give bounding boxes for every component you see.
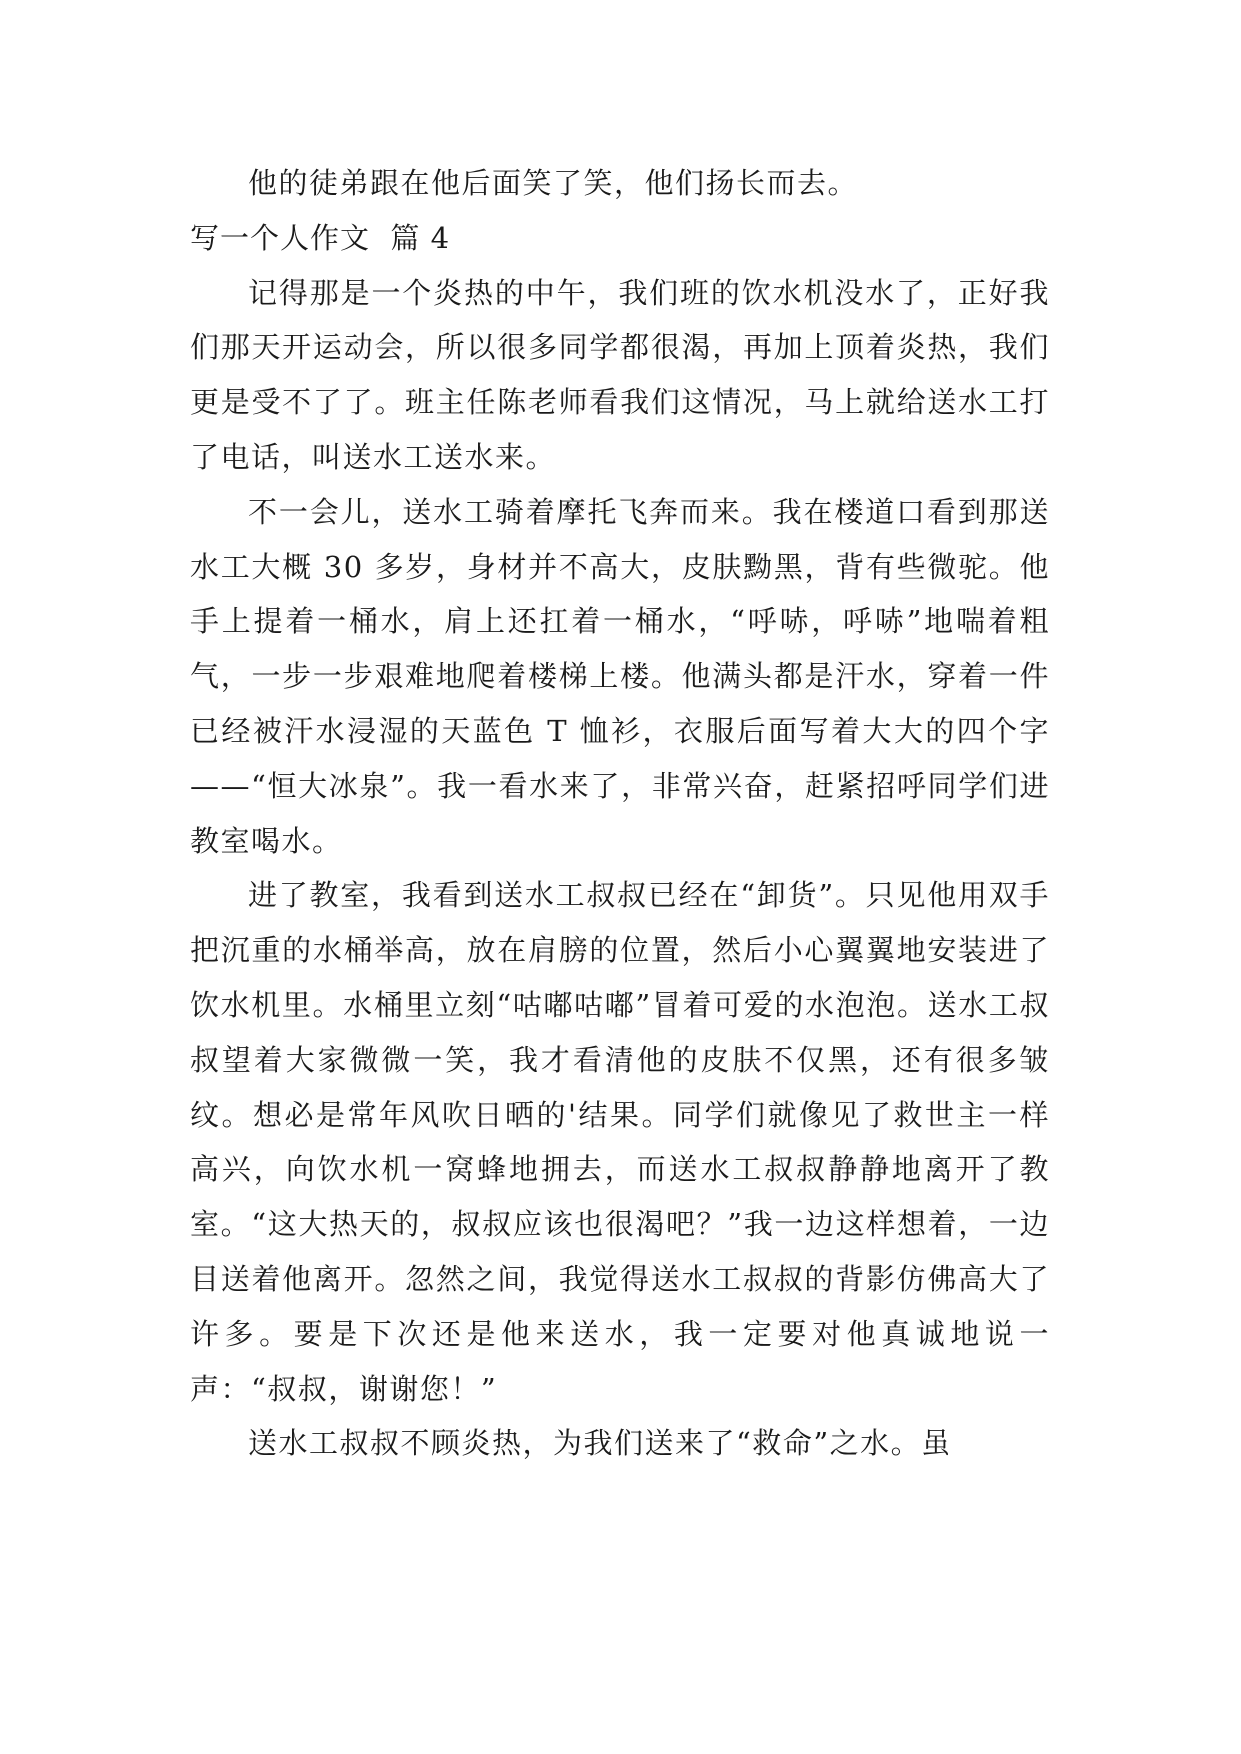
paragraph-1: 记得那是一个炎热的中午，我们班的饮水机没水了，正好我们那天开运动会，所以很多同学都很渴，再加上顶着炎热，我们更是受不了了。班主任陈老师看我们这情况，马上就给送水工打了电话，叫送水工送水来。	[190, 275, 1050, 474]
paragraph-closing-line: 他的徒弟跟在他后面笑了笑，他们扬长而去。	[248, 166, 859, 200]
document-body	[190, 156, 1050, 1471]
paragraph-2: 不一会儿，送水工骑着摩托飞奔而来。我在楼道口看到那送水工大概 30 多岁，身材并不高大，皮肤黝黑，背有些微驼。他手上提着一桶水，肩上还扛着一桶水，“呼哧，呼哧”地喘着粗气，一步一步艰难地爬着楼梯上楼。他满头都是汗水，穿着一件已经被汗水浸湿的天蓝色 T 恤衫，衣服后面写着大大的四个字——“恒大冰泉”。我一看水来了，非常兴奋，赶紧招呼同学们进教室喝水。	[190, 494, 1050, 858]
section-heading: 写一个人作文 篇 4	[190, 220, 451, 255]
paragraph-3: 进了教室，我看到送水工叔叔已经在“卸货”。只见他用双手把沉重的水桶举高，放在肩膀的位置，然后小心翼翼地安装进了饮水机里。水桶里立刻“咕嘟咕嘟”冒着可爱的水泡泡。送水工叔叔望着大家微微一笑，我才看清他的皮肤不仅黑，还有很多皱纹。想必是常年风吹日晒的'结果。同学们就像见了救世主一样高兴，向饮水机一窝蜂地拥去，而送水工叔叔静静地离开了教室。“这大热天的，叔叔应该也很渴吧？”我一边这样想着，一边目送着他离开。忽然之间，我觉得送水工叔叔的背影仿佛高大了许多。要是下次还是他来送水，我一定要对他真诚地说一声：“叔叔，谢谢您！”	[190, 878, 1050, 1406]
paragraph-4: 送水工叔叔不顾炎热，为我们送来了“救命”之水。虽	[248, 1426, 952, 1461]
